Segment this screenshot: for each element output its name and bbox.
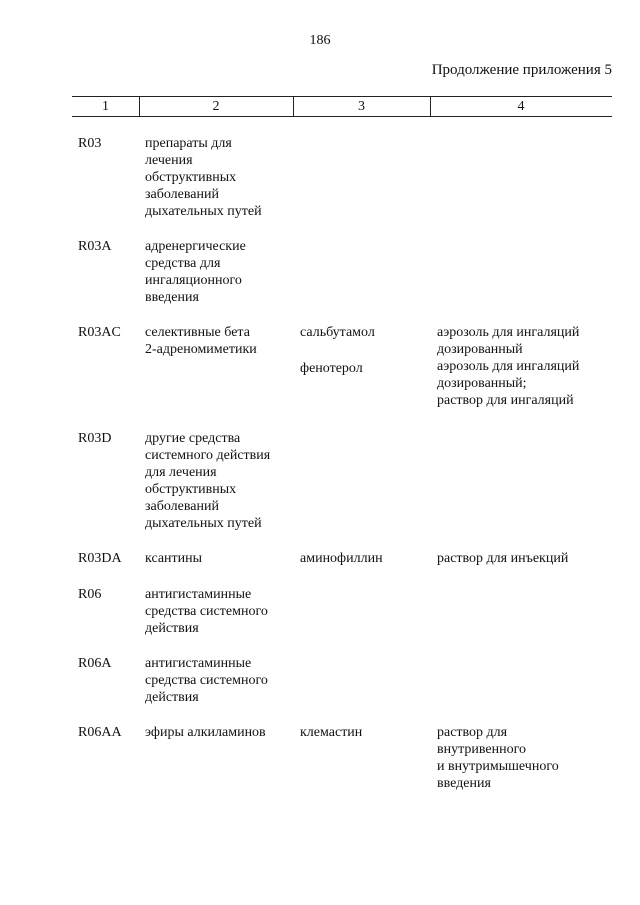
atc-code: R03A (78, 239, 112, 254)
group-name: антигистаминные средства системного действия (145, 656, 268, 705)
header-col-3: 3 (358, 99, 365, 114)
atc-code: R03DA (78, 551, 122, 566)
drug-name: аминофиллин (300, 551, 383, 566)
dosage-form: аэрозоль для ингаляций дозированный; раствор для ингаляций (437, 359, 580, 408)
header-top-rule (72, 96, 612, 97)
group-name: эфиры алкиламинов (145, 725, 266, 740)
header-bottom-rule (72, 116, 612, 117)
atc-code: R03 (78, 136, 102, 151)
header-col-1: 1 (102, 99, 109, 114)
group-name: антигистаминные средства системного действия (145, 587, 268, 636)
drug-name: сальбутамол (300, 325, 375, 340)
continuation-title: Продолжение приложения 5 (431, 62, 612, 78)
atc-code: R03D (78, 431, 112, 446)
header-col-2: 2 (212, 99, 220, 114)
group-name: другие средства системного действия для лечения обструктивных заболеваний дыхательных путей (145, 431, 271, 531)
atc-code: R06A (78, 656, 112, 671)
drug-name: фенотерол (300, 361, 363, 376)
dosage-form: раствор для инъекций (437, 551, 569, 566)
drug-name: клемастин (300, 725, 363, 740)
group-name: адренергические средства для ингаляционного введения (145, 239, 246, 305)
header-col-4: 4 (517, 99, 525, 114)
group-name: селективные бета 2-адреномиметики (145, 325, 257, 357)
atc-code: R03AC (78, 325, 121, 340)
atc-code: R06AA (78, 725, 122, 740)
group-name: ксантины (145, 551, 203, 566)
page-number: 186 (309, 33, 331, 48)
dosage-form: аэрозоль для ингаляций дозированный (437, 325, 580, 357)
group-name: препараты для лечения обструктивных заболеваний дыхательных путей (145, 136, 262, 219)
atc-code: R06 (78, 587, 102, 602)
dosage-form: раствор для внутривенного и внутримышечного введения (437, 725, 559, 791)
